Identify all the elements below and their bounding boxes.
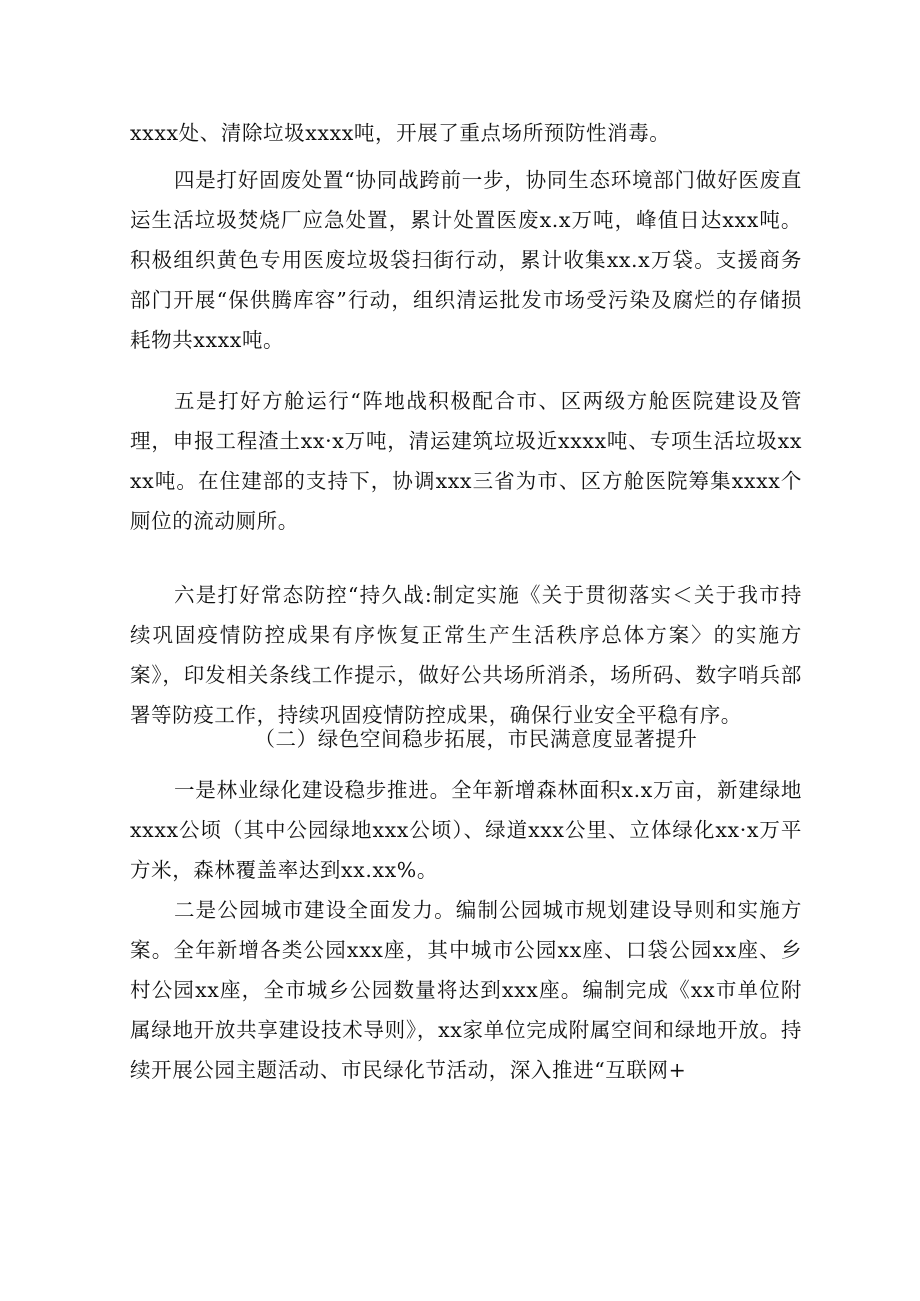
section-heading: （二）绿色空间稳步拓展，市民满意度显著提升 [254, 727, 698, 751]
paragraph-fangcang: 五是打好方舱运行“阵地战积极配合市、区两级方舱医院建设及管理，申报工程渣土xx·x万吨，清运建筑垃圾近xxxx吨、专项生活垃圾xxxx吨。在住建部的支持下，协调xxx三省为市、区方舱医院筹集xxxx个厕位的流动厕所。 [130, 389, 802, 533]
paragraph-solid-waste: 四是打好固废处置“协同战跨前一步，协同生态环境部门做好医废直运生活垃圾焚烧厂应急处置，累计处置医废x.x万吨，峰值日达xxx吨。积极组织黄色专用医废垃圾袋扫街行动，累计收集xx.x万袋。支援商务部门开展“保供腾库容”行动，组织清运批发市场受污染及腐烂的存储损耗物共xxxx吨。 [130, 168, 802, 352]
paragraph-forestry: 一是林业绿化建设稳步推进。全年新增森林面积x.x万亩，新建绿地xxxx公顷（其中公园绿地xxx公顷）、绿道xxx公里、立体绿化xx·x万平方米，森林覆盖率达到xx.xx%。 [130, 778, 802, 882]
paragraph-continuation: xxxx处、清除垃圾xxxx吨，开展了重点场所预防性消毒。 [130, 121, 671, 145]
paragraph-park-city: 二是公园城市建设全面发力。编制公园城市规划建设导则和实施方案。全年新增各类公园xxx座，其中城市公园xx座、口袋公园xx座、乡村公园xx座，全市城乡公园数量将达到xxx座。编制完成《xx市单位附属绿地开放共享建设技术导则》，xx家单位完成附属空间和绿地开放。持续开展公园主题活动、市民绿化节活动，深入推进“互联网+ [130, 898, 802, 1082]
paragraph-prevention: 六是打好常态防控“持久战:制定实施《关于贯彻落实＜关于我市持续巩固疫情防控成果有序恢复正常生产生活秩序总体方案〉的实施方案》，印发相关条线工作提示，做好公共场所消杀，场所码、数字哨兵部署等防疫工作，持续巩固疫情防控成果，确保行业安全平稳有序。 [130, 583, 802, 727]
